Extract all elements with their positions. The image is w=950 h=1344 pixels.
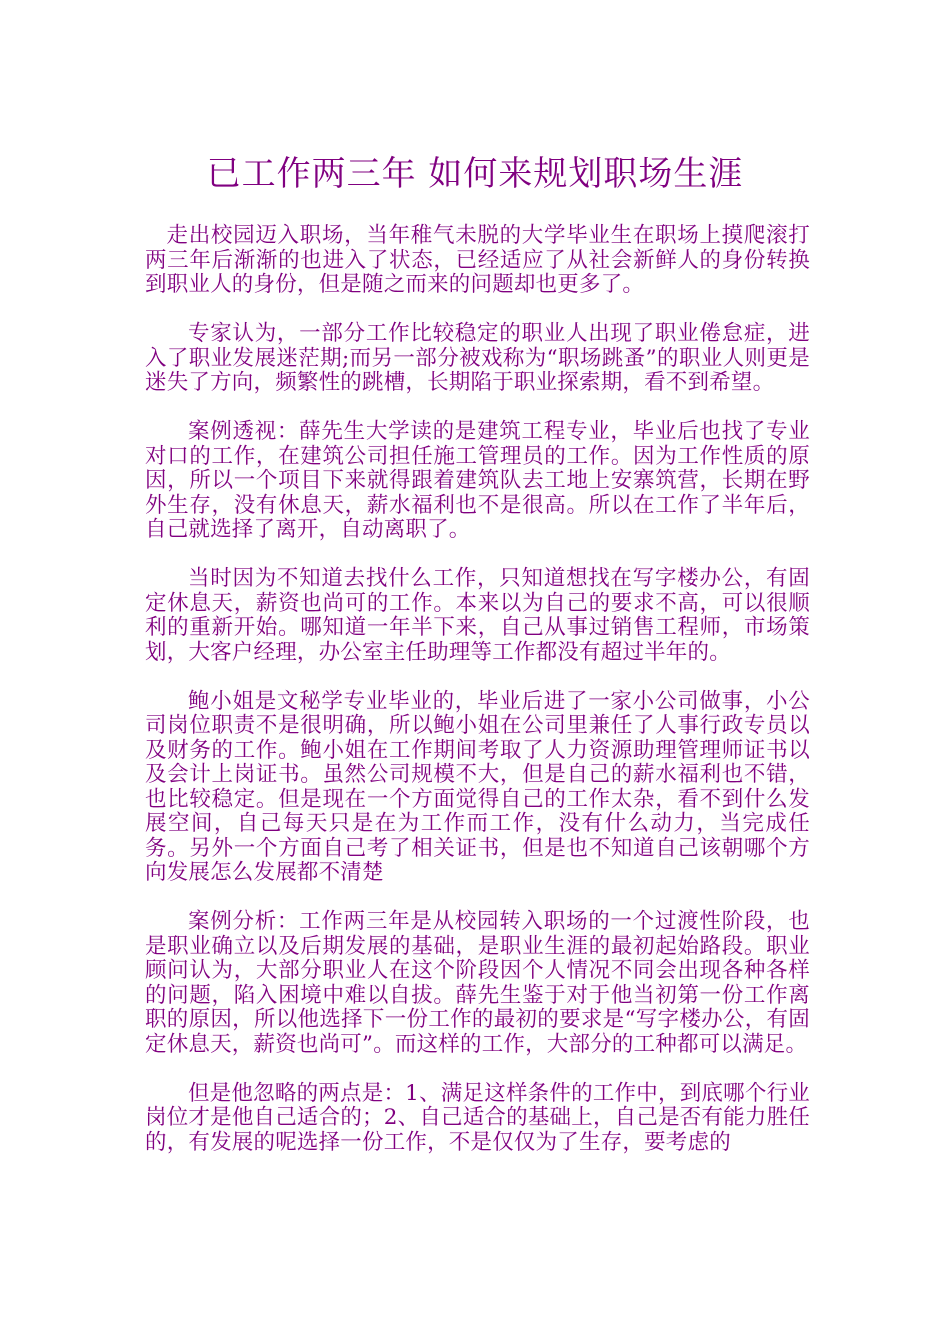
paragraph-2: 专家认为，一部分工作比较稳定的职业人出现了职业倦怠症，进入了职业发展迷茫期;而另一部分被戏称为“职场跳蚤”的职业人则更是迷失了方向，频繁性的跳槽，长期陷于职业探索期，看不到希望。 — [145, 321, 810, 395]
document-title: 已工作两三年 如何来规划职场生涯 — [206, 154, 744, 194]
paragraph-4: 当时因为不知道去找什么工作，只知道想找在写字楼办公，有固定休息天，薪资也尚可的工作。本来以为自己的要求不高，可以很顺利的重新开始。哪知道一年半下来，自己从事过销售工程师，市场策划，大客户经理，办公室主任助理等工作都没有超过半年的。 — [145, 566, 810, 665]
document-body — [145, 224, 810, 1180]
paragraph-6: 案例分析：工作两三年是从校园转入职场的一个过渡性阶段，也是职业确立以及后期发展的基础，是职业生涯的最初起始路段。职业顾问认为，大部分职业人在这个阶段因个人情况不同会出现各种各样的问题，陷入困境中难以自拔。薛先生鉴于对于他当初第一份工作离职的原因，所以他选择下一份工作的最初的要求是“写字楼办公，有固定休息天，薪资也尚可”。而这样的工作，大部分的工种都可以满足。 — [145, 909, 810, 1057]
paragraph-3: 案例透视：薛先生大学读的是建筑工程专业，毕业后也找了专业对口的工作，在建筑公司担任施工管理员的工作。因为工作性质的原因，所以一个项目下来就得跟着建筑队去工地上安寨筑营，长期在野外生存，没有休息天，薪水福利也不是很高。所以在工作了半年后，自己就选择了离开，自动离职了。 — [145, 419, 810, 542]
paragraph-5: 鲍小姐是文秘学专业毕业的，毕业后进了一家小公司做事，小公司岗位职责不是很明确，所以鲍小姐在公司里兼任了人事行政专员以及财务的工作。鲍小姐在工作期间考取了人力资源助理管理师证书以及会计上岗证书。虽然公司规模不大，但是自己的薪水福利也不错，也比较稳定。但是现在一个方面觉得自己的工作太杂，看不到什么发展空间，自己每天只是在为工作而工作，没有什么动力，当完成任务。另外一个方面自己考了相关证书，但是也不知道自己该朝哪个方向发展怎么发展都不清楚 — [145, 688, 810, 885]
paragraph-7: 但是他忽略的两点是：1、满足这样条件的工作中，到底哪个行业岗位才是他自己适合的；2、自己适合的基础上，自己是否有能力胜任的，有发展的呢选择一份工作，不是仅仅为了生存，要考虑的 — [145, 1080, 810, 1155]
paragraph-1: 走出校园迈入职场，当年稚气未脱的大学毕业生在职场上摸爬滚打两三年后渐渐的也进入了状态，已经适应了从社会新鲜人的身份转换到职业人的身份，但是随之而来的问题却也更多了。 — [145, 223, 810, 297]
